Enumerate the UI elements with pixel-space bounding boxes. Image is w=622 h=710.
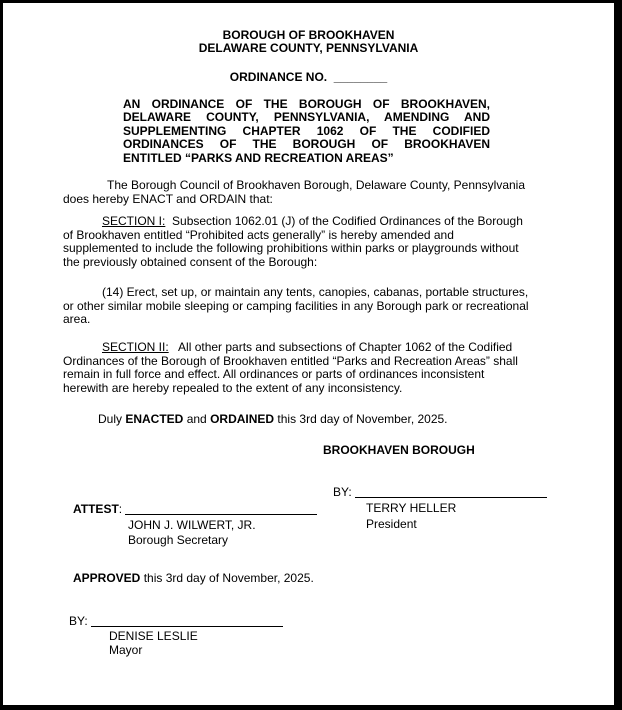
title-line: AN ORDINANCE OF THE BOROUGH OF BROOKHAVEN, (123, 97, 490, 111)
approved-date-text: this 3rd day of November, 2025. (140, 571, 314, 585)
section-1-paragraph (63, 215, 573, 270)
enacted-date-text: this 3rd day of November, 2025. (274, 412, 448, 426)
secretary-title: Borough Secretary (128, 533, 229, 547)
president-by-line (333, 484, 547, 500)
signature-line (91, 615, 283, 627)
and-text: and (183, 412, 211, 426)
president-name: TERRY HELLER (366, 501, 457, 515)
section-1-first-line-text: Subsection 1062.01 (J) of the Codified Ordinances of the Borough (165, 214, 523, 228)
section-1-body: of Brookhaven entitled “Prohibited acts generally” is hereby amended and supplemented to include the following prohibitions within parks or playgrounds without the previously obtained consent of the Borough: (63, 227, 519, 270)
title-line: SUPPLEMENTING CHAPTER 1062 OF THE CODIFIED (123, 123, 490, 138)
enacted-ordained-line (63, 413, 568, 427)
borough-header-line1: BOROUGH OF BROOKHAVEN (222, 28, 395, 42)
mayor-signature-block (69, 613, 283, 658)
borough-name-label: BROOKHAVEN BOROUGH (323, 443, 475, 457)
mayor-title: Mayor (109, 643, 143, 658)
section-2-first-line (63, 341, 573, 355)
enacted-word: ENACTED (125, 412, 184, 426)
president-signature-block (333, 484, 547, 532)
borough-header-line2: DELAWARE COUNTY, PENNSYLVANIA (198, 41, 419, 56)
ordinance-number-line: ORDINANCE NO. ________ (229, 70, 388, 84)
document-header (3, 29, 614, 55)
title-line: DELAWARE COUNTY, PENNSYLVANIA, AMENDING AND (123, 110, 490, 125)
section-1-heading: SECTION I: (102, 214, 166, 228)
section-2-first-line-text: All other parts and subsections of Chapter 1062 of the Codified (168, 340, 513, 354)
section-2-body: Ordinances of the Borough of Brookhaven entitled “Parks and Recreation Areas” shall remain in full force and effect. All ordinances or parts of ordinances inconsistent herewith are hereby repealed to the extent of any inconsistency. (63, 353, 518, 396)
signature-line (355, 486, 547, 498)
attest-line (73, 501, 317, 518)
signature-line (125, 503, 317, 515)
approved-word: APPROVED (73, 571, 141, 585)
secretary-name: JOHN J. WILWERT, JR. (128, 517, 256, 532)
enactment-paragraph: The Borough Council of Brookhaven Borough, Delaware County, Pennsylvania does hereby ENACT and ORDAIN that: (63, 178, 526, 206)
prohibition-item-14: (14) Erect, set up, or maintain any tents, canopies, cabanas, portable structures, or other similar mobile sleeping or camping facilities in any Borough park or recreational area. (63, 285, 529, 327)
approved-line (73, 572, 314, 586)
duly-text: Duly (98, 412, 126, 426)
section-2-heading: SECTION II: (102, 340, 169, 354)
by-label: BY: (333, 485, 356, 499)
title-line: ENTITLED “PARKS AND RECREATION AREAS” (123, 150, 394, 165)
president-title: President (366, 517, 417, 531)
section-2-paragraph (63, 341, 573, 396)
ordained-word: ORDAINED (210, 412, 275, 426)
attest-signature-block (73, 501, 317, 549)
mayor-name: DENISE LESLIE (109, 628, 198, 643)
attest-label: ATTEST (73, 502, 119, 516)
title-line: ORDINANCES OF THE BOROUGH OF BROOKHAVEN (123, 137, 490, 152)
section-1-first-line (63, 215, 573, 229)
attest-colon: : (118, 502, 126, 516)
by-label: BY: (69, 614, 92, 628)
ordinance-title-paragraph (123, 98, 490, 165)
mayor-by-line (69, 613, 283, 629)
